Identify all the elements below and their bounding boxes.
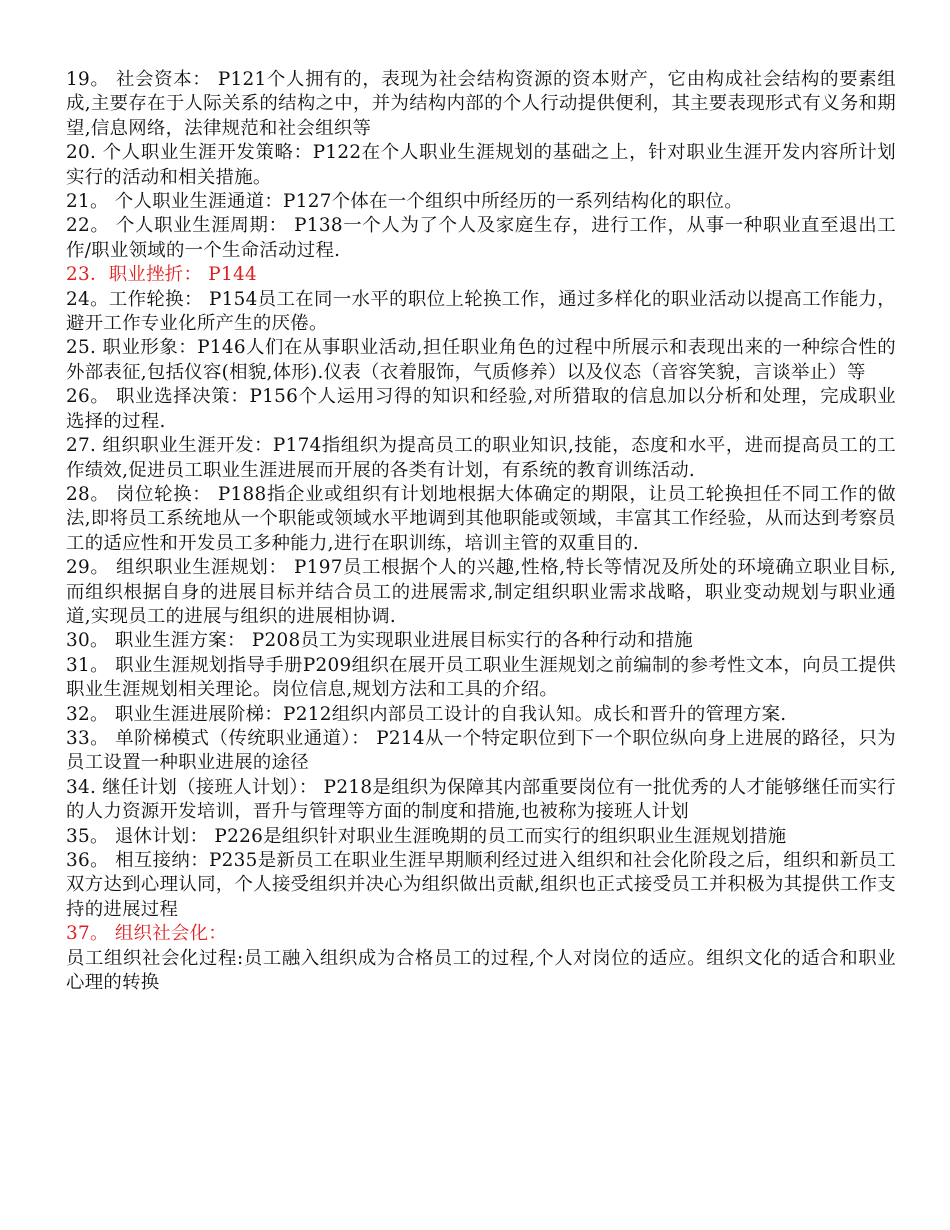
term-27-organizational-career-development: 27. 组织职业生涯开发：P174指组织为提高员工的职业知识,技能，态度和水平，进而提高员工的工作绩效,促进员工职业生涯进展而开展的各类有计划，有系统的教育训练活动. [66, 435, 896, 481]
term-29-organizational-career-planning: 29。 组织职业生涯规划： P197员工根据个人的兴趣,性格,特长等情况及所处的环境确立职业目标,而组织根据自身的进展目标并结合员工的进展需求,制定组织职业需求战略，职业变动规划与职业通道,实现员工的进展与组织的进展相协调. [66, 557, 896, 627]
term-19-social-capital: 19。 社会资本： P121个人拥有的，表现为社会结构资源的资本财产，它由构成社会结构的要素组成,主要存在于人际关系的结构之中，并为结构内部的个人行动提供便利，其主要表现形式有义务和期望,信息网络，法律规范和社会组织等 [66, 69, 896, 139]
term-31-career-planning-handbook: 31。 职业生涯规划指导手册P209组织在展开员工职业生涯规划之前编制的参考性文本，向员工提供职业生涯规划相关理论。岗位信息,规划方法和工具的介绍。 [66, 654, 896, 701]
term-32-career-ladder: 32。 职业生涯进展阶梯：P212组织内部员工设计的自我认知。成长和晋升的管理方案. [66, 703, 787, 725]
term-33-single-ladder-model: 33。 单阶梯模式（传统职业通道）： P214从一个特定职位到下一个职位纵向身上进展的路径，只为员工设置一种职业进展的途径 [66, 727, 896, 774]
term-37-definition: 员工组织社会化过程:员工融入组织成为合格员工的过程,个人对岗位的适应。组织文化的适合和职业心理的转换 [66, 947, 896, 994]
term-20-career-development-strategy: 20. 个人职业生涯开发策略：P122在个人职业生涯规划的基础之上，针对职业生涯开发内容所计划实行的活动和相关措施。 [66, 142, 896, 188]
term-22-career-cycle: 22。 个人职业生涯周期： P138一个人为了个人及家庭生存，进行工作，从事一种职业直至退出工作/职业领域的一个生命活动过程. [66, 215, 896, 261]
term-21-career-path: 21。 个人职业生涯通道：P127个体在一个组织中所经历的一系列结构化的职位。 [66, 191, 743, 213]
term-26-career-choice-decision: 26。 职业选择决策：P156个人运用习得的知识和经验,对所猎取的信息加以分析和处理，完成职业选择的过程. [66, 386, 896, 432]
term-25-professional-image: 25. 职业形象：P146人们在从事职业活动,担任职业角色的过程中所展示和表现出来的一种综合性的外部表征,包括仪容(相貌,体形).仪表（衣着服饰，气质修养）以及仪态（音容笑貌，言谈举止）等 [66, 337, 896, 383]
term-36-mutual-acceptance: 36。 相互接纳：P235是新员工在职业生涯早期顺利经过进入组织和社会化阶段之后，组织和新员工双方达到心理认同，个人接受组织并决心为组织做出贡献,组织也正式接受员工并积极为其提供工作支持的进展过程 [66, 850, 896, 920]
document-page [66, 68, 896, 995]
term-28-post-rotation: 28。 岗位轮换： P188指企业或组织有计划地根据大体确定的期限，让员工轮换担任不同工作的做法,即将员工系统地从一个职能或领域水平地调到其他职能或领域，丰富其工作经验，从而达到考察员工的适应性和开发员工多种能力,进行在职训练，培训主管的双重目的. [66, 483, 896, 554]
term-35-retirement-plan: 35。 退休计划： P226是组织针对职业生涯晚期的员工而实行的组织职业生涯规划措施 [66, 825, 787, 847]
term-30-career-plan: 30。 职业生涯方案： P208员工为实现职业进展目标实行的各种行动和措施 [66, 630, 693, 652]
term-34-succession-plan: 34. 继任计划（接班人计划）： P218是组织为保障其内部重要岗位有一批优秀的人才能够继任而实行的人力资源开发培训，晋升与管理等方面的制度和措施,也被称为接班人计划 [66, 776, 896, 823]
term-23-career-frustration: 23．职业挫折： P144 [66, 264, 257, 286]
term-37-organizational-socialization: 37。 组织社会化： [66, 923, 227, 945]
term-24-job-rotation: 24。工作轮换： P154员工在同一水平的职位上轮换工作，通过多样化的职业活动以提高工作能力，避开工作专业化所产生的厌倦。 [66, 288, 896, 335]
